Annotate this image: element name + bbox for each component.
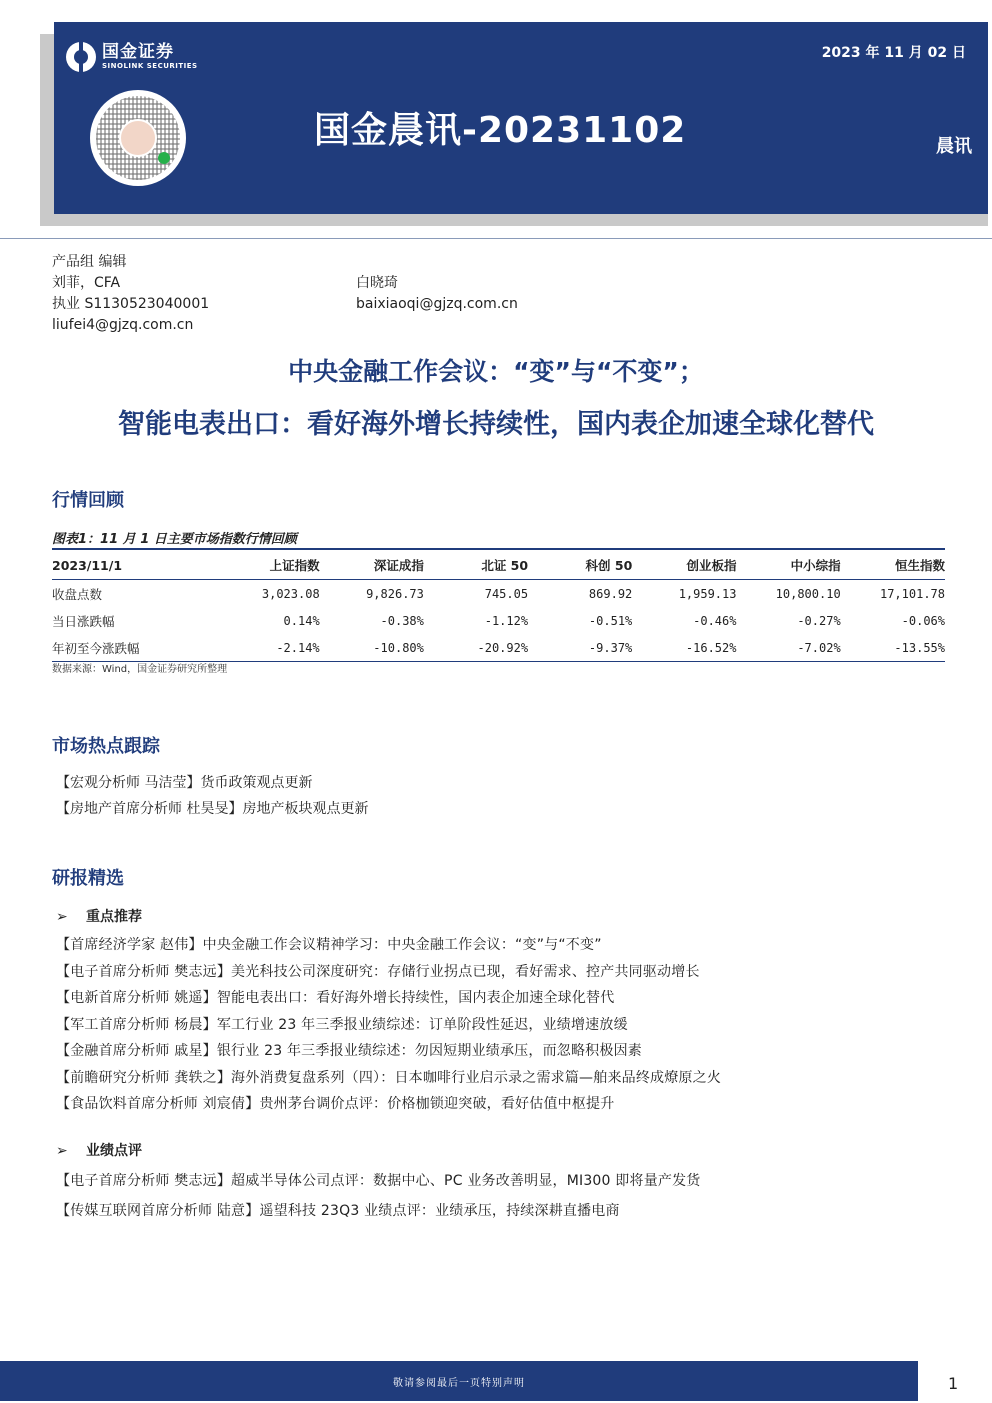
logo-name-en: SINOLINK SECURITIES	[102, 62, 198, 70]
table-cell: -13.55%	[841, 634, 945, 662]
headline-line-2: 智能电表出口：看好海外增长持续性，国内表企加速全球化替代	[118, 409, 874, 440]
report-date: 2023 年 11 月 02 日	[821, 45, 966, 61]
qr-code-icon	[90, 90, 186, 186]
table-row	[52, 634, 945, 662]
table-cell: -10.80%	[320, 634, 424, 662]
table-header-cell: 恒生指数	[841, 549, 945, 580]
market-index-table	[52, 548, 945, 662]
table-header-cell: 北证 50	[424, 549, 528, 580]
section-heading-hot: 市场热点跟踪	[52, 736, 160, 757]
table-cell: 9,826.73	[366, 587, 424, 601]
footer-bar	[0, 1361, 918, 1401]
report-item[interactable]: 【电新首席分析师 姚遥】智能电表出口：看好海外增长持续性，国内表企加速全球化替代	[56, 990, 615, 1006]
table-header-cell: 上证指数	[215, 549, 319, 580]
author-block-right	[356, 273, 518, 315]
section-heading-market: 行情回顾	[52, 490, 124, 511]
table-cell: -9.37%	[528, 634, 632, 662]
table-cell: -0.51%	[588, 614, 633, 628]
report-item[interactable]: 【电子首席分析师 樊志远】超威半导体公司点评：数据中心、PC 业务改善明显，MI300 即将量产发货	[56, 1173, 701, 1189]
table-header-cell: 深证成指	[320, 549, 424, 580]
logo-mark-icon	[66, 42, 96, 72]
report-type-tag: 晨讯	[936, 136, 972, 157]
hot-item[interactable]: 【宏观分析师 马洁莹】货币政策观点更新	[56, 775, 313, 791]
data-source-note: 数据来源：Wind，国金证券研究所整理	[52, 664, 228, 675]
logo-name-cn: 国金证券	[102, 42, 174, 62]
report-title: 国金晨讯-20231102	[314, 110, 687, 151]
report-item[interactable]: 【电子首席分析师 樊志远】美光科技公司深度研究：存储行业拐点已现，看好需求、控产共同驱动增长	[56, 964, 700, 980]
hot-item[interactable]: 【房地产首席分析师 杜昊旻】房地产板块观点更新	[56, 801, 369, 817]
table-cell: -7.02%	[736, 634, 840, 662]
table-cell: -20.92%	[424, 634, 528, 662]
table-cell: 年初至今涨跌幅	[52, 634, 215, 662]
table-cell: 745.05	[484, 587, 529, 601]
company-logo	[66, 42, 198, 72]
table-header-cell: 创业板指	[632, 549, 736, 580]
table-header-row	[52, 549, 945, 580]
table-cell: -0.27%	[797, 614, 841, 628]
table-cell: 17,101.78	[879, 587, 945, 601]
report-item[interactable]: 【前瞻研究分析师 龚轶之】海外消费复盘系列（四）：日本咖啡行业启示录之需求篇—舶来品终成燎原之火	[56, 1070, 722, 1086]
table-cell: -2.14%	[215, 634, 319, 662]
table-cell: -0.38%	[380, 614, 424, 628]
report-item[interactable]: 【军工首席分析师 杨晨】军工行业 23 年三季报业绩综述：订单阶段性延迟，业绩增速放缓	[56, 1017, 628, 1033]
author-email[interactable]: liufei4@gjzq.com.cn	[52, 317, 194, 333]
table-cell: -0.46%	[693, 614, 737, 628]
page-number: 1	[948, 1374, 959, 1393]
table-row	[52, 580, 945, 608]
table-header-cell: 中小综指	[736, 549, 840, 580]
subheading-label: 业绩点评	[86, 1143, 142, 1159]
table-cell: 0.14%	[283, 614, 320, 628]
report-item[interactable]: 【食品饮料首席分析师 刘宸倩】贵州茅台调价点评：价格枷锁迎突破，看好估值中枢提升	[56, 1096, 615, 1112]
headline-line-1: 中央金融工作会议：“变”与“不变”；	[288, 357, 704, 386]
header-divider	[0, 238, 992, 239]
table-cell: -16.52%	[632, 634, 736, 662]
table-cell: 收盘点数	[52, 587, 103, 602]
arrow-bullet-icon: ➢	[56, 1143, 68, 1159]
header-banner	[54, 22, 988, 214]
report-item[interactable]: 【首席经济学家 赵伟】中央金融工作会议精神学习：中央金融工作会议：“变”与“不变”	[56, 937, 602, 953]
author-email[interactable]: baixiaoqi@gjzq.com.cn	[356, 296, 518, 312]
table-header-cell: 科创 50	[528, 549, 632, 580]
table-cell: 当日涨跌幅	[52, 614, 115, 629]
subheading-key-recommend	[56, 906, 142, 926]
table-cell: 1,959.13	[678, 587, 737, 601]
table-cell: -1.12%	[484, 614, 529, 628]
table-header-cell: 2023/11/1	[52, 549, 215, 580]
subheading-label: 重点推荐	[86, 909, 142, 925]
author-group: 产品组 编辑	[52, 254, 127, 270]
author-license: 执业 S1130523040001	[52, 296, 210, 312]
table-cell: 869.92	[588, 587, 633, 601]
subheading-performance-review	[56, 1140, 142, 1160]
table-row	[52, 607, 945, 634]
table-cell: 10,800.10	[775, 587, 841, 601]
author-block-left	[52, 252, 209, 336]
author-name: 白晓琦	[356, 275, 398, 291]
report-item[interactable]: 【传媒互联网首席分析师 陆意】遥望科技 23Q3 业绩点评：业绩承压，持续深耕直播电商	[56, 1203, 620, 1219]
author-name: 刘菲，CFA	[52, 275, 121, 291]
footer-disclaimer: 敬请参阅最后一页特别声明	[393, 1378, 525, 1389]
report-item[interactable]: 【金融首席分析师 戚星】银行业 23 年三季报业绩综述：勿因短期业绩承压，而忽略积极因素	[56, 1043, 642, 1059]
arrow-bullet-icon: ➢	[56, 909, 68, 925]
section-heading-reports: 研报精选	[52, 868, 124, 889]
figure-title: 图表1：11 月 1 日主要市场指数行情回顾	[52, 532, 297, 547]
table-cell: 3,023.08	[261, 587, 320, 601]
table-cell: -0.06%	[901, 614, 945, 628]
